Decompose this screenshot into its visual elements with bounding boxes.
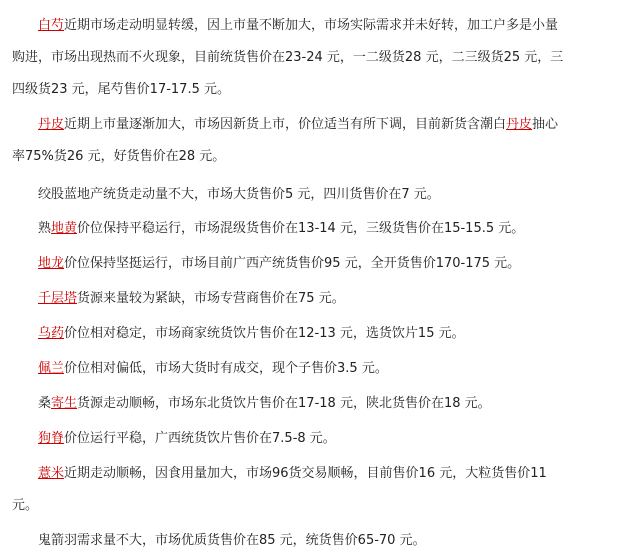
text-line xyxy=(38,359,388,379)
text-segment: 熟 xyxy=(38,221,52,236)
text-line xyxy=(38,185,440,205)
text-segment: 近期上市量逐渐加大，市场因新货上市，价位适当有所下调，目前新货含潮白 xyxy=(64,117,507,132)
text-segment: 价位保持平稳运行，市场混级货售价在13-14 元，三级货售价在15-15.5 元。 xyxy=(77,221,525,236)
herb-link[interactable]: 地龙 xyxy=(38,256,65,271)
text-segment: 货源走动顺畅，市场东北货饮片售价在17-18 元，陕北货售价在18 元。 xyxy=(77,396,491,411)
herb-link[interactable]: 白芍 xyxy=(38,18,65,33)
text-segment: 鬼箭羽需求量不大，市场优质货售价在85 元，统货售价65-70 元。 xyxy=(38,533,426,548)
text-segment: 四级货23 元，尾芍售价17-17.5 元。 xyxy=(12,82,230,97)
text-line xyxy=(12,48,563,68)
herb-link[interactable]: 千层塔 xyxy=(38,291,78,306)
herb-link[interactable]: 狗脊 xyxy=(38,431,65,446)
text-line xyxy=(38,16,558,36)
text-line xyxy=(38,531,426,551)
text-segment: 货源来量较为紧缺，市场专营商售价在75 元。 xyxy=(77,291,345,306)
herb-link[interactable]: 丹皮 xyxy=(38,117,65,132)
herb-link[interactable]: 地黄 xyxy=(51,221,78,236)
text-segment: 近期走动顺畅，因食用量加大，市场96货交易顺畅，目前售价16 元，大粒货售价11 xyxy=(64,466,547,481)
text-segment: 率75%货26 元，好货售价在28 元。 xyxy=(12,149,226,164)
herb-link[interactable]: 寄生 xyxy=(51,396,78,411)
text-line xyxy=(38,324,465,344)
text-segment: 价位运行平稳，广西统货饮片售价在7.5-8 元。 xyxy=(64,431,336,446)
herb-link[interactable]: 乌药 xyxy=(38,326,65,341)
text-segment: 抽心 xyxy=(532,117,559,132)
herb-link[interactable]: 薏米 xyxy=(38,466,65,481)
text-line xyxy=(38,289,345,309)
text-line xyxy=(12,80,230,100)
text-line xyxy=(38,219,524,239)
text-line xyxy=(12,496,38,516)
text-segment: 价位相对偏低，市场大货时有成交，现个子售价3.5 元。 xyxy=(64,361,388,376)
text-line xyxy=(12,147,225,167)
herb-link[interactable]: 丹皮 xyxy=(506,117,533,132)
text-line xyxy=(38,464,547,484)
herb-link[interactable]: 佩兰 xyxy=(38,361,65,376)
text-line xyxy=(38,429,336,449)
text-line xyxy=(38,115,558,135)
text-segment: 桑 xyxy=(38,396,52,411)
text-line xyxy=(38,394,491,414)
text-segment: 近期市场走动明显转缓，因上市量不断加大，市场实际需求并未好转，加工户多是小量 xyxy=(64,18,559,33)
text-segment: 价位相对稳定，市场商家统货饮片售价在12-13 元，选货饮片15 元。 xyxy=(64,326,465,341)
text-segment: 购进，市场出现热而不火现象，目前统货售价在23-24 元，一二级货28 元，二三级货25 元，三 xyxy=(12,50,564,65)
text-segment: 价位保持坚挺运行，市场目前广西产统货售价95 元，全开货售价170-175 元。 xyxy=(64,256,521,271)
text-segment: 绞股蓝地产统货走动量不大，市场大货售价5 元，四川货售价在7 元。 xyxy=(38,187,440,202)
text-segment: 元。 xyxy=(12,498,39,513)
text-line xyxy=(38,254,520,274)
